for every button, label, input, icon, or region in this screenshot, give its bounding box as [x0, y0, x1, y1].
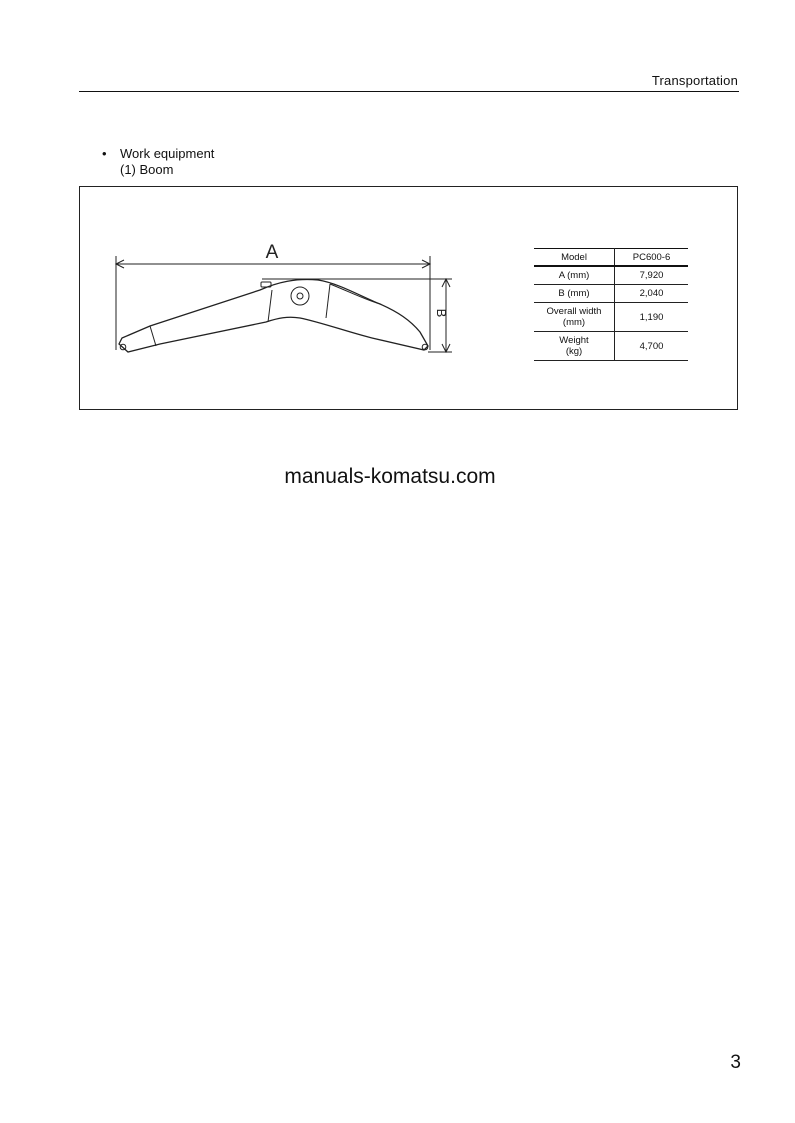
row-label: B (mm) — [534, 285, 615, 303]
page-header-title: Transportation — [651, 73, 738, 88]
row-label-line: (kg) — [565, 346, 583, 357]
boom-top-plate — [330, 284, 380, 304]
row-value: 1,190 — [615, 303, 689, 332]
section-subheading: (1) Boom — [120, 162, 174, 177]
dimension-a-label: A — [265, 242, 279, 263]
boom-section-line-3 — [326, 284, 330, 318]
boom-pin-boss — [291, 287, 309, 305]
spec-table-header — [534, 249, 688, 267]
row-label — [534, 332, 615, 361]
row-value: 7,920 — [615, 266, 689, 285]
row-label-line: Overall width — [546, 306, 602, 317]
header-model-value: PC600-6 — [615, 249, 689, 267]
header-model: Model — [534, 249, 615, 267]
row-label — [534, 303, 615, 332]
boom-outline — [119, 279, 428, 352]
section-heading-text: Work equipment — [120, 146, 215, 161]
row-value: 2,040 — [615, 285, 689, 303]
table-row — [534, 332, 688, 361]
spec-table — [534, 248, 688, 361]
boom-section-line-2 — [268, 290, 272, 322]
row-label: A (mm) — [534, 266, 615, 285]
row-label-line: (mm) — [562, 317, 586, 328]
page-number: 3 — [730, 1052, 741, 1073]
boom-drawing — [0, 0, 795, 430]
boom-pin-hole — [297, 293, 303, 299]
table-row — [534, 285, 688, 303]
table-row — [534, 303, 688, 332]
row-value: 4,700 — [615, 332, 689, 361]
dimension-b-label: B — [434, 308, 449, 318]
row-label-line: Weight — [559, 335, 589, 346]
boom-section-line-1 — [150, 326, 156, 346]
bullet-marker: • — [102, 146, 107, 161]
watermark-link[interactable]: manuals-komatsu.com — [284, 465, 496, 488]
table-row — [534, 266, 688, 285]
